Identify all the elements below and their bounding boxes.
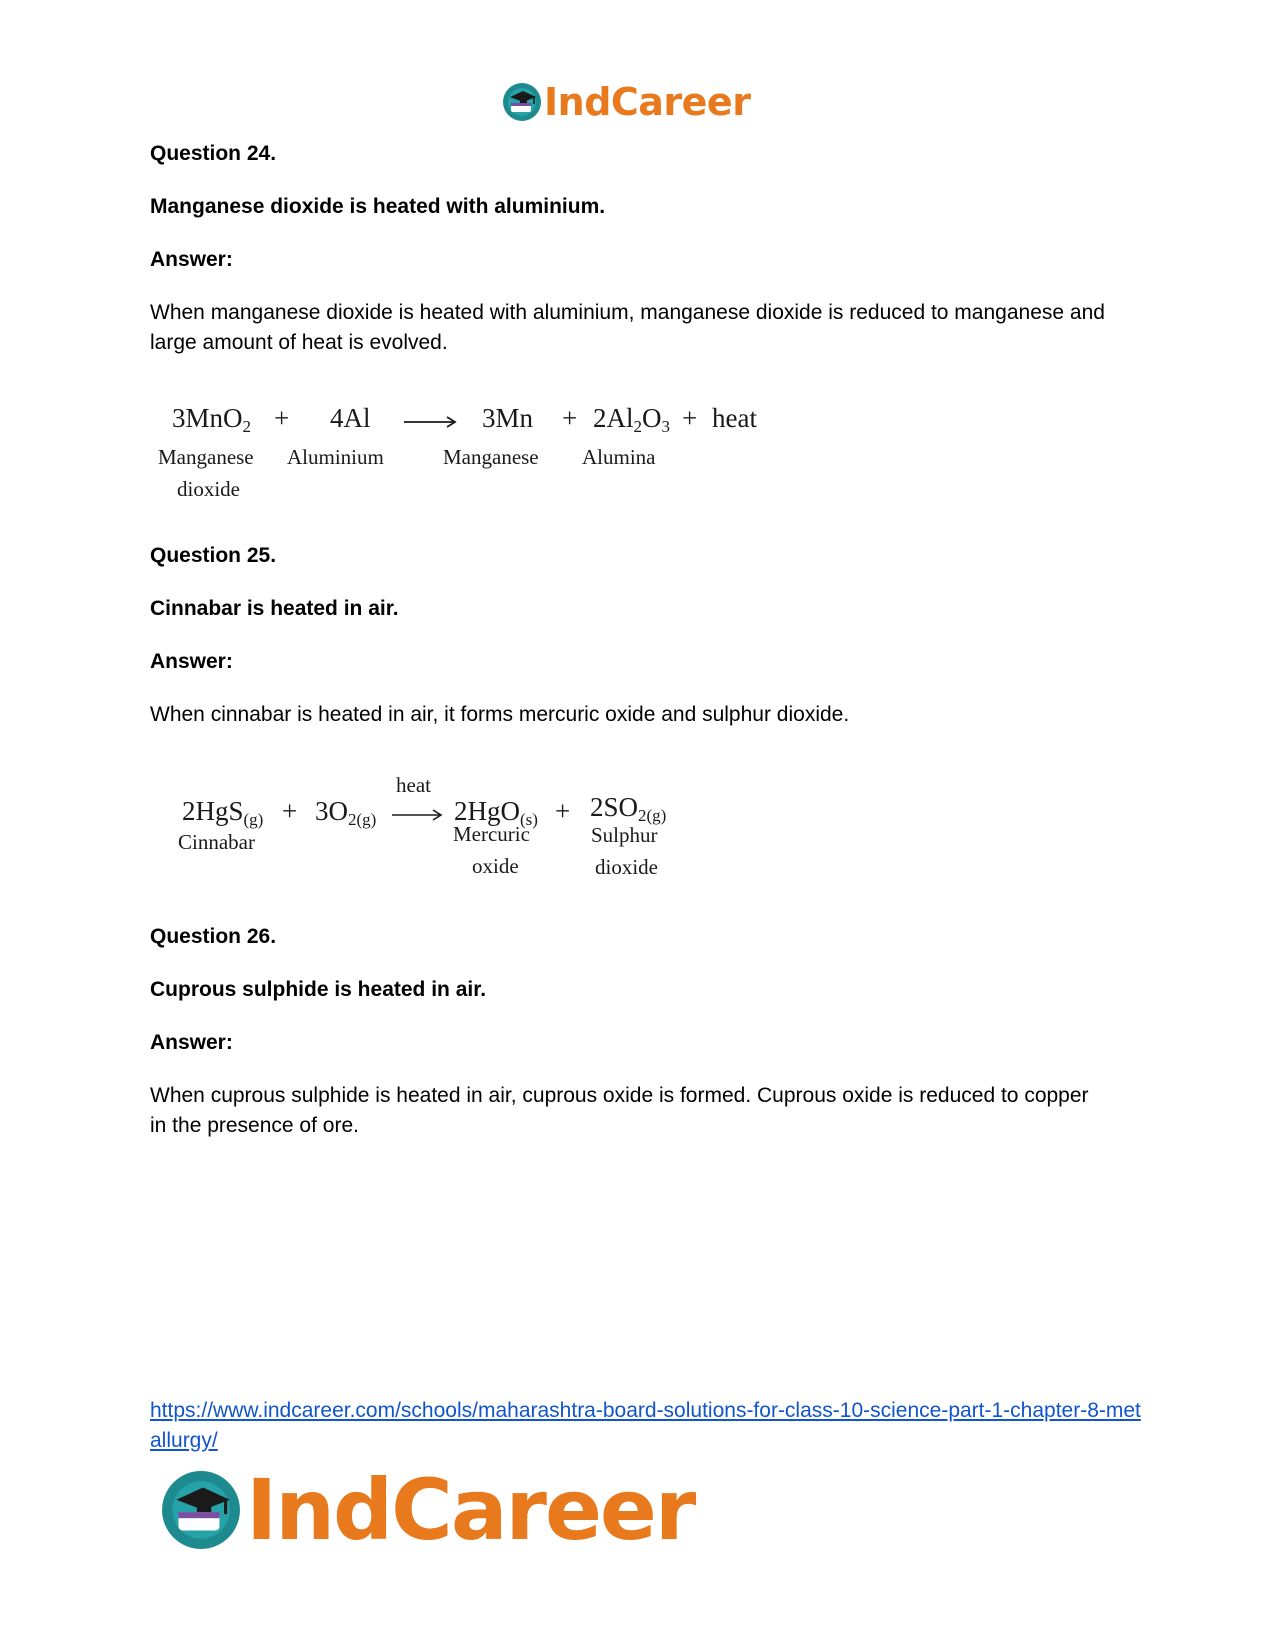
question-26-answer-label: Answer: xyxy=(150,1031,233,1054)
eq24-plus-1: + xyxy=(274,403,290,433)
question-25-prompt: Cinnabar is heated in air. xyxy=(150,597,399,620)
eq24-name-alumina: Alumina xyxy=(582,445,656,469)
eq24-product-al2o3: $2Al_2O_3$ xyxy=(593,403,670,436)
graduation-book-emblem-icon xyxy=(502,82,542,122)
graduation-book-emblem-icon xyxy=(160,1469,242,1551)
eq24-heat: heat xyxy=(712,403,757,433)
eq25-name-sulphur: Sulphur xyxy=(591,823,658,847)
eq25-name-mercuric: Mercuric xyxy=(453,822,530,846)
eq25-product-hgo: 2HgO$_{(s)}$ xyxy=(454,796,538,829)
question-26-number: Question 26. xyxy=(150,925,277,948)
brand-name: IndCareer xyxy=(544,80,751,124)
eq24-name-aluminium: Aluminium xyxy=(287,445,384,469)
eq25-reactant-hgs: 2HgS$_{(g)}$ xyxy=(182,796,264,829)
eq24-product-mn: 3Mn xyxy=(482,403,534,433)
eq24-plus-2: + xyxy=(562,403,578,433)
eq25-plus-2: + xyxy=(555,796,571,826)
source-link[interactable]: https://www.indcareer.com/schools/maharashtra-board-solutions-for-class-10-science-part-1-chapter-8-metallurgy/ xyxy=(150,1399,1141,1452)
question-26-prompt: Cuprous sulphide is heated in air. xyxy=(150,978,487,1001)
eq25-arrow-icon xyxy=(390,808,446,822)
eq24-arrow-icon xyxy=(402,415,460,429)
eq24-reactant-al: 4Al xyxy=(330,403,371,433)
footer-logo xyxy=(160,1461,695,1559)
question-24-number: Question 24. xyxy=(150,142,277,165)
question-24-answer-label: Answer: xyxy=(150,248,233,271)
eq25-product-so2: $2SO_{2(g)}$ xyxy=(590,792,667,825)
brand-name-footer: IndCareer xyxy=(246,1461,695,1559)
eq24-reactant-mno2: 3MnO$_2$ xyxy=(172,403,252,436)
question-25-answer-label: Answer: xyxy=(150,650,233,673)
question-26-answer: When cuprous sulphide is heated in air, cuprous oxide is formed. Cuprous oxide is reduced to copper in the presence of ore. xyxy=(150,1084,1089,1137)
eq24-plus-3: + xyxy=(682,403,698,433)
eq25-reactant-o2: $3O_{2(g)}$ xyxy=(315,796,377,829)
question-24-answer: When manganese dioxide is heated with aluminium, manganese dioxide is reduced to manganese and large amount of heat is evolved. xyxy=(150,301,1105,354)
eq25-name-dioxide: dioxide xyxy=(595,855,658,879)
eq25-plus-1: + xyxy=(282,796,298,826)
equation-24 xyxy=(150,395,770,515)
question-25-number: Question 25. xyxy=(150,544,277,567)
eq24-name-manganese: Manganese xyxy=(443,445,539,469)
header-logo xyxy=(502,80,750,124)
question-25-answer: When cinnabar is heated in air, it forms mercuric oxide and sulphur dioxide. xyxy=(150,703,850,726)
eq25-name-cinnabar: Cinnabar xyxy=(178,830,255,854)
eq25-name-oxide: oxide xyxy=(472,854,519,878)
question-24-prompt: Manganese dioxide is heated with aluminium. xyxy=(150,195,606,218)
eq24-name-manganese-dioxide-1: Manganese xyxy=(158,445,254,469)
eq25-arrow-label: heat xyxy=(396,773,431,797)
equation-25 xyxy=(150,768,710,898)
eq24-name-manganese-dioxide-2: dioxide xyxy=(177,477,240,501)
